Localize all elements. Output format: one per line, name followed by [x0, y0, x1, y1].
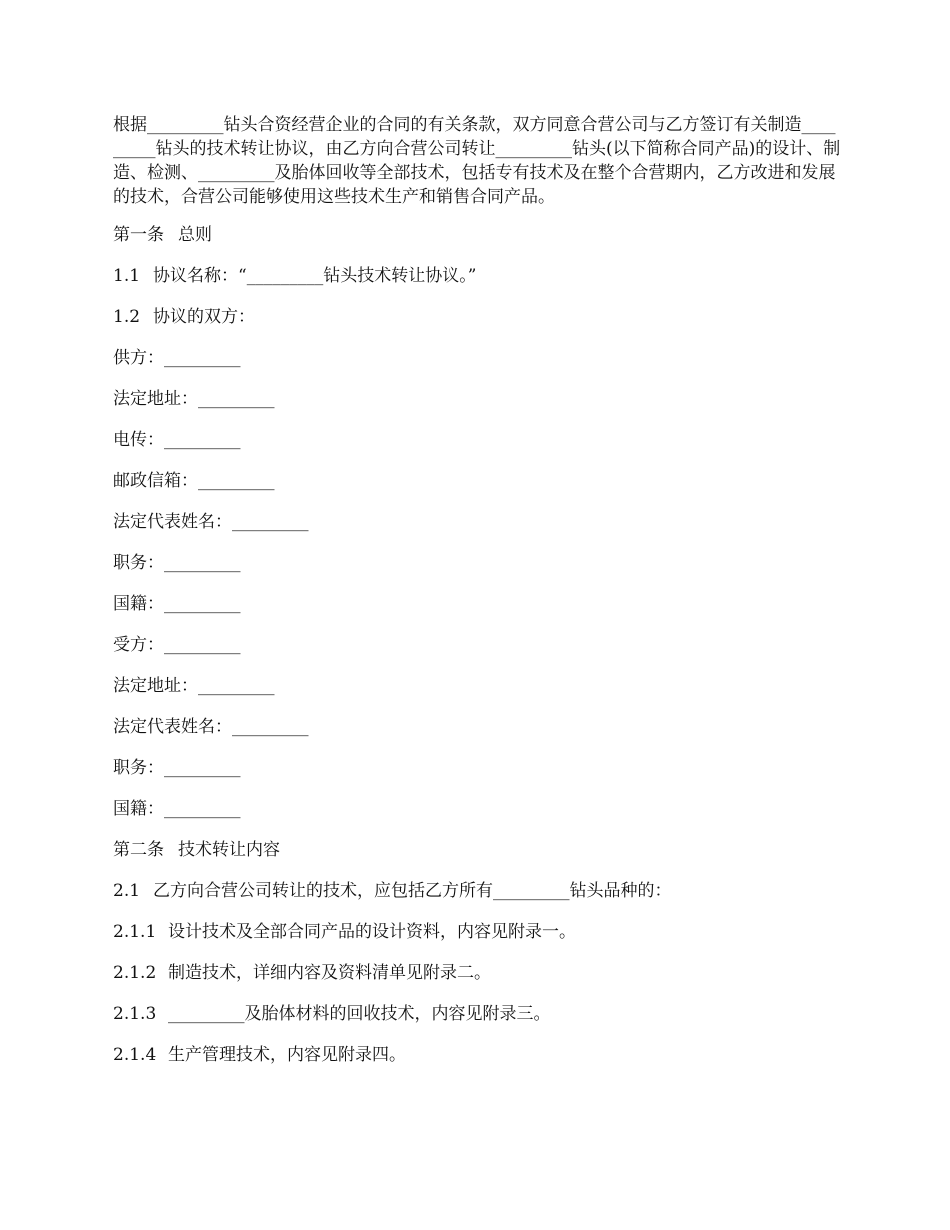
- section-2-1: [113, 879, 843, 903]
- section-2-1-4: [113, 1043, 843, 1067]
- supplier-mailbox-field: 邮政信箱：_________: [113, 471, 275, 491]
- section-2-1-3-text: _________及胎体材料的回收技术，内容见附录三。: [168, 1004, 551, 1024]
- section-1-2-number: 1.2: [113, 307, 141, 327]
- section-2-1-1: [113, 920, 843, 944]
- section-1-1-text: 协议名称：“_________钻头技术转让协议。”: [153, 266, 477, 286]
- section-2-1-3: [113, 1002, 843, 1026]
- supplier-position-field: 职务：_________: [113, 553, 241, 573]
- section-2-1-text: 乙方向合营公司转让的技术，应包括乙方所有_________钻头品种的：: [153, 881, 672, 901]
- section-2-1-4-number: 2.1.4: [113, 1045, 157, 1065]
- document-page: [113, 113, 843, 1084]
- article-1-heading: [113, 223, 843, 247]
- article-1-name: 总则: [178, 225, 212, 245]
- receiver-field: 受方：_________: [113, 635, 241, 655]
- section-2-1-1-text: 设计技术及全部合同产品的设计资料，内容见附录一。: [168, 922, 576, 942]
- section-2-1-2-text: 制造技术，详细内容及资料清单见附录二。: [168, 963, 491, 983]
- supplier-rep-field: 法定代表姓名：_________: [113, 512, 309, 532]
- section-2-1-number: 2.1: [113, 881, 141, 901]
- section-1-2: [113, 305, 843, 329]
- section-1-2-text: 协议的双方：: [153, 307, 255, 327]
- receiver-position-field: 职务：_________: [113, 758, 241, 778]
- article-2-title: 第二条: [113, 840, 164, 860]
- receiver-address-field: 法定地址：_________: [113, 676, 275, 696]
- section-1-1: [113, 264, 843, 288]
- section-2-1-2: [113, 961, 843, 985]
- section-2-1-4-text: 生产管理技术，内容见附录四。: [168, 1045, 406, 1065]
- article-1-title: 第一条: [113, 225, 164, 245]
- intro-paragraph: 根据_________钻头合资经营企业的合同的有关条款，双方同意合营公司与乙方签订有关制造_________钻头的技术转让协议，由乙方向合营公司转让_________钻头(以下简称合同产品)的设计、制造、检测、_________及胎体回收等全部技术，包括专有技术及在整个合营期内，乙方改进和发展的技术，合营公司能够使用这些技术生产和销售合同产品。: [113, 115, 841, 207]
- section-2-1-3-number: 2.1.3: [113, 1004, 157, 1024]
- section-2-1-2-number: 2.1.2: [113, 963, 157, 983]
- article-2-name: 技术转让内容: [178, 840, 280, 860]
- section-2-1-1-number: 2.1.1: [113, 922, 157, 942]
- supplier-field: 供方：_________: [113, 348, 241, 368]
- supplier-nationality-field: 国籍：_________: [113, 594, 241, 614]
- supplier-address-field: 法定地址：_________: [113, 389, 275, 409]
- section-1-1-number: 1.1: [113, 266, 141, 286]
- supplier-fax-field: 电传：_________: [113, 430, 241, 450]
- receiver-rep-field: 法定代表姓名：_________: [113, 717, 309, 737]
- article-2-heading: [113, 838, 843, 862]
- receiver-nationality-field: 国籍：_________: [113, 799, 241, 819]
